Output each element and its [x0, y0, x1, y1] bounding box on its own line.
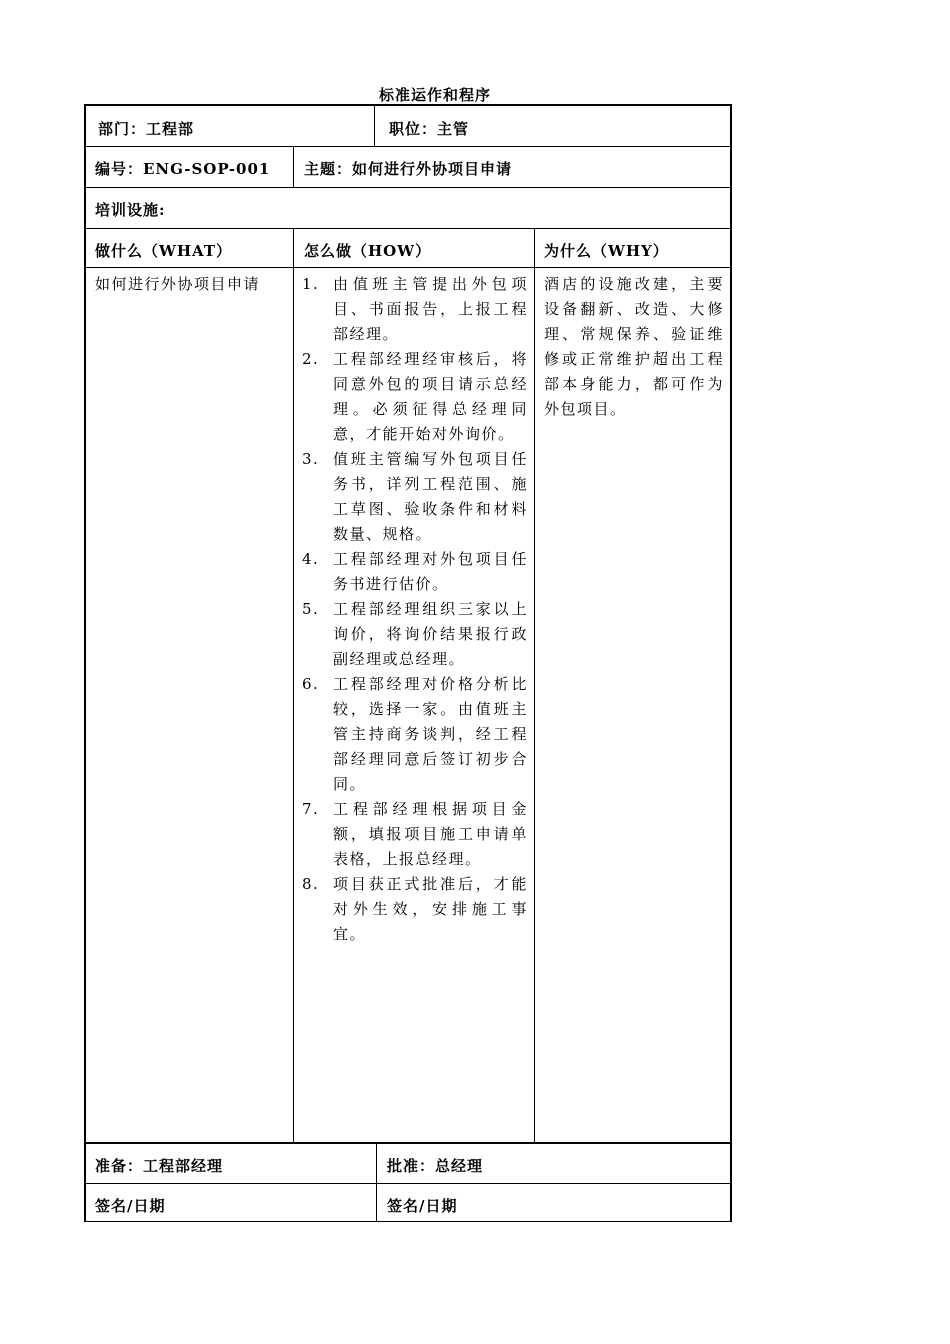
row-divider — [84, 187, 732, 188]
column-divider — [534, 228, 535, 1142]
step-text: 工程部经理经审核后，将同意外包的项目请示总经理。必须征得总经理同意，才能开始对外询价。 — [333, 350, 528, 443]
row-divider — [84, 146, 732, 147]
step-text: 项目获正式批准后，才能对外生效，安排施工事宜。 — [333, 875, 528, 943]
column-divider — [374, 106, 375, 146]
step-text: 值班主管编写外包项目任务书，详列工程范围、施工草图、验收条件和材料数量、规格。 — [333, 450, 528, 543]
row-divider — [84, 1221, 732, 1222]
step-number: 2. — [302, 350, 320, 368]
row-divider — [84, 228, 732, 229]
prepared-by: 准备：工程部经理 — [95, 1157, 224, 1175]
document-title: 标准运作和程序 — [378, 86, 491, 104]
how-step — [302, 872, 528, 947]
column-header-how: 怎么做（HOW） — [304, 242, 432, 260]
why-text: 酒店的设施改建，主要设备翻新、改造、大修理、常规保养、验证维修或正常维护超出工程部本身能力，都可作为外包项目。 — [544, 275, 724, 418]
signature-date-right: 签名/日期 — [387, 1197, 458, 1215]
how-step — [302, 347, 528, 447]
how-step — [302, 547, 528, 597]
step-number: 5. — [302, 600, 320, 618]
step-number: 3. — [302, 450, 320, 468]
column-header-what: 做什么（WHAT） — [95, 242, 232, 260]
what-text: 如何进行外协项目申请 — [95, 275, 261, 293]
column-header-why: 为什么（WHY） — [544, 242, 669, 260]
how-steps-list — [302, 272, 528, 947]
row-divider — [84, 1183, 732, 1184]
step-number: 4. — [302, 550, 320, 568]
column-divider — [293, 146, 294, 187]
signature-date-left: 签名/日期 — [95, 1197, 166, 1215]
how-step — [302, 672, 528, 797]
step-text: 由值班主管提出外包项目、书面报告，上报工程部经理。 — [333, 275, 528, 343]
row-divider — [84, 267, 732, 268]
document-subject: 主题：如何进行外协项目申请 — [304, 160, 513, 178]
column-divider — [293, 228, 294, 1142]
row-divider — [84, 1142, 732, 1144]
step-number: 7. — [302, 800, 320, 818]
step-number: 6. — [302, 675, 320, 693]
step-number: 1. — [302, 275, 320, 293]
step-text: 工程部经理组织三家以上询价，将询价结果报行政副经理或总经理。 — [333, 600, 528, 668]
column-divider — [376, 1142, 377, 1222]
how-step — [302, 797, 528, 872]
step-text: 工程部经理根据项目金额，填报项目施工申请单表格，上报总经理。 — [333, 800, 528, 868]
training-facilities-label: 培训设施: — [95, 201, 166, 219]
document-code: 编号：ENG-SOP-001 — [95, 160, 271, 178]
how-step — [302, 272, 528, 347]
step-text: 工程部经理对价格分析比较，选择一家。由值班主管主持商务谈判，经工程部经理同意后签订初步合同。 — [333, 675, 528, 793]
approved-by: 批准：总经理 — [387, 1157, 484, 1175]
how-step — [302, 447, 528, 547]
step-number: 8. — [302, 875, 320, 893]
department-label: 部门：工程部 — [98, 120, 195, 138]
how-step — [302, 597, 528, 672]
position-label: 职位：主管 — [389, 120, 470, 138]
step-text: 工程部经理对外包项目任务书进行估价。 — [333, 550, 528, 593]
